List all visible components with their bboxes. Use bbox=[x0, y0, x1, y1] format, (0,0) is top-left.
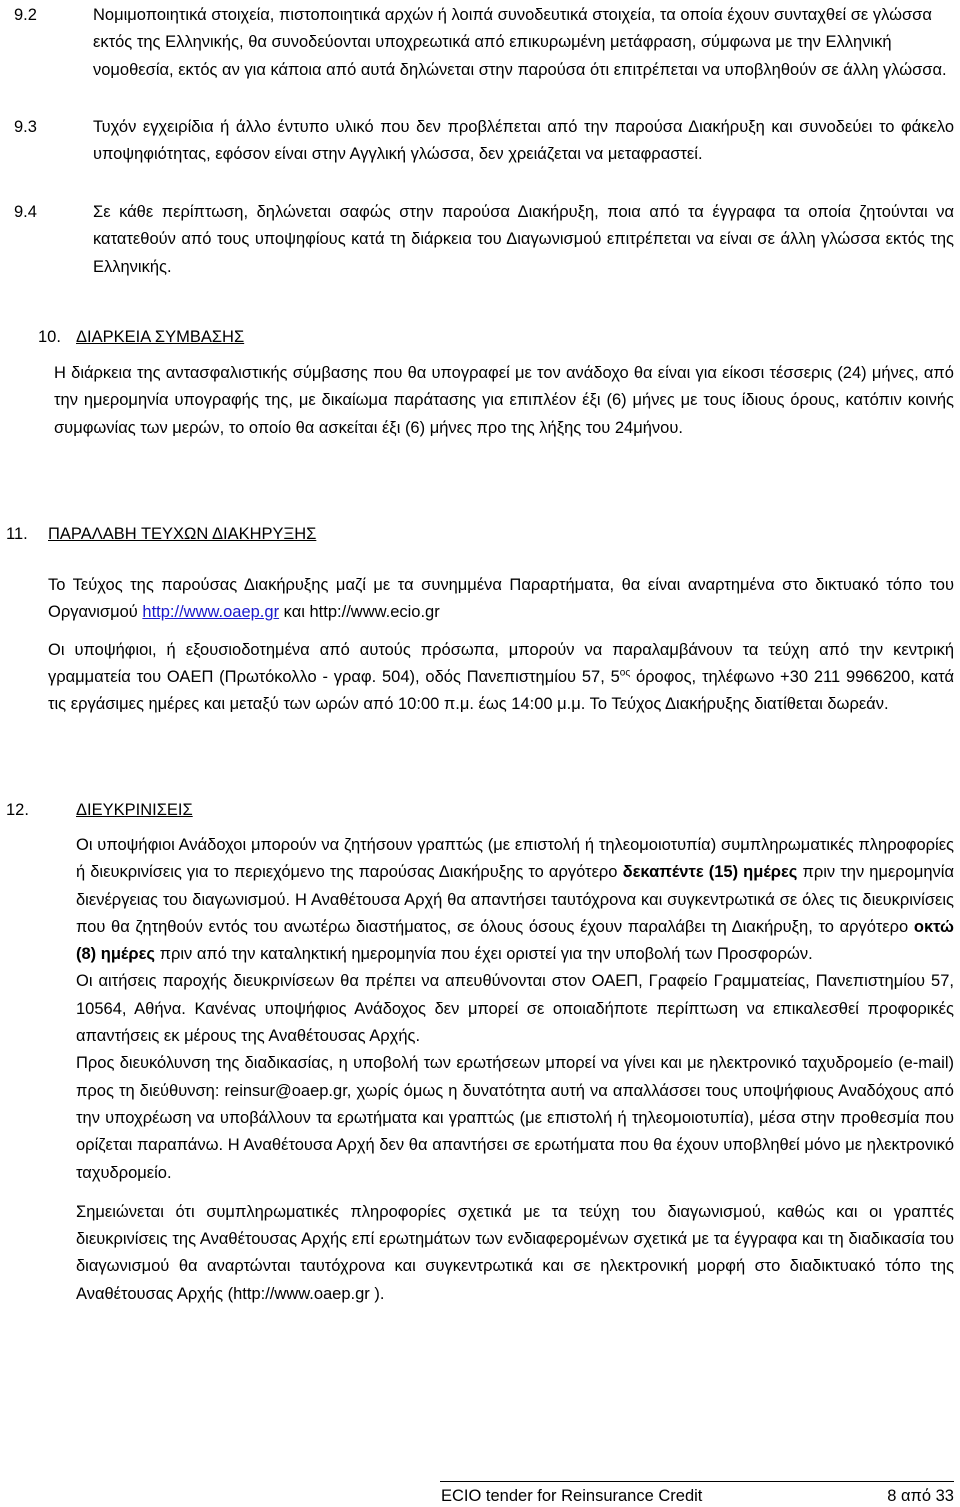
paragraph bbox=[48, 572, 954, 627]
oaep-link[interactable]: http://www.oaep.gr bbox=[142, 603, 280, 622]
paragraph: Οι αιτήσεις παροχής διευκρινίσεων θα πρέπει να απευθύνονται στον ΟΑΕΠ, Γραφείο Γραμματείας, Πανεπιστημίου 57, 10564, Αθήνα. Κανένας υποψήφιος Ανάδοχος δεν μπορεί σε οποιαδήποτε περίπτωση να επικαλεσθεί προφορικές απαντήσεις εκ μέρους της Αναθέτουσας Αρχής. bbox=[76, 972, 954, 1046]
text-run: Οι υποψήφιοι, ή εξουσιοδοτημένα από αυτούς πρόσωπα, μπορούν να παραλαμβάνουν τα τεύχη από την κεντρική γραμματεία του ΟΑΕΠ (Πρωτόκολλο - γραφ. 504), οδός Πανεπιστημίου 57, 5 bbox=[48, 640, 954, 686]
paragraph: Η διάρκεια της αντασφαλιστικής σύμβασης που θα υπογραφεί με τον ανάδοχο θα είναι για είκοσι τέσσερις (24) μήνες, από την ημερομηνία υπογραφής της, με δικαίωμα παράτασης για επιπλέον έξι (6) μήνες με τους ίδιους όρους, κατόπιν κοινής συμφωνίας των μερών, το οποίο θα ασκείται έξι (6) μήνες προ της λήξης του 24μήνου. bbox=[54, 364, 954, 437]
section-number: 12. bbox=[6, 801, 29, 819]
section-11-body bbox=[48, 572, 954, 718]
section-10-body bbox=[54, 360, 954, 442]
section-11-heading bbox=[6, 521, 316, 547]
page-number: 8 από 33 bbox=[887, 1487, 954, 1505]
paragraph bbox=[76, 832, 954, 968]
clause-text: Σε κάθε περίπτωση, δηλώνεται σαφώς στην παρούσα Διακήρυξη, ποια από τα έγγραφα τα οποία ζητούνται να κατατεθούν από τους υποψηφίους κατά τη διάρκεια του Διαγωνισμού επιτρέπεται να είναι σε άλλη γλώσσα εκτός της Ελληνικής. bbox=[93, 203, 954, 276]
superscript: ος bbox=[619, 667, 631, 679]
text-run: Οι υποψήφιοι Ανάδοχοι μπορούν να ζητήσουν γραπτώς (με επιστολή ή τηλεομοιοτυπία) συμπληρωματικές πληροφορίες ή διευκρινίσεις για το περιεχόμενο της παρούσας Διακήρυξης το αργότερο bbox=[76, 836, 954, 882]
section-title: ΔΙΕΥΚΡΙΝΙΣΕΙΣ bbox=[76, 801, 193, 819]
section-title: ΔΙΑΡΚΕΙΑ ΣΥΜΒΑΣΗΣ bbox=[76, 328, 245, 346]
paragraph: Προς διευκόλυνση της διαδικασίας, η υποβολή των ερωτήσεων μπορεί να γίνει και με ηλεκτρονικό ταχυδρομείο (e-mail) προς τη διεύθυνση: reinsur@oaep.gr, χωρίς όμως η δυνατότητα αυτή να απαλλάσσει τους υποψήφιους Αναδόχους από την υποχρέωση να υποβάλλουν τα ερωτήματα και γραπτώς (με επιστολή ή τηλεομοιοτυπία), μέσα στην προθεσμία που ορίζεται παραπάνω. Η Αναθέτουσα Αρχή δεν θα απαντήσει σε ερωτήματα που θα έχουν υποβληθεί μόνο με ηλεκτρονικό ταχυδρομείο. bbox=[76, 1054, 954, 1182]
clause-9-4 bbox=[14, 199, 954, 281]
paragraph: Σημειώνεται ότι συμπληρωματικές πληροφορίες σχετικά με τα τεύχη του διαγωνισμού, καθώς και οι γραπτές διευκρινίσεις της Αναθέτουσας Αρχής επί ερωτημάτων των ενδιαφερομένων σχετικά με τα έγγραφα και τη διαδικασία του διαγωνισμού θα αναρτώνται ταυτόχρονα και συγκεντρωτικά και σε ηλεκτρονική μορφή στο διαδικτυακό τόπο της Αναθέτουσας Αρχής (http://www.oaep.gr ). bbox=[76, 1202, 954, 1303]
clause-text: Τυχόν εγχειρίδια ή άλλο έντυπο υλικό που δεν προβλέπεται από την παρούσα Διακήρυξη και συνοδεύει το φάκελο υποψηφιότητας, εφόσον είναι στην Αγγλική γλώσσα, δεν χρειάζεται να μεταφραστεί. bbox=[93, 118, 954, 164]
clause-number: 9.4 bbox=[14, 203, 37, 221]
bold-deadline: οκτώ (8) ημέρες bbox=[76, 917, 954, 964]
page-footer bbox=[0, 1481, 960, 1507]
text-run: και http://www.ecio.gr bbox=[279, 603, 440, 622]
text-run: όροφος, τηλέφωνο +30 211 9966200, κατά τις εργάσιμες ημέρες και μεταξύ των ωρών από 10:00 π.μ. έως 14:00 μ.μ. Το Τεύχος Διακήρυξης διατίθεται δωρεάν. bbox=[48, 667, 954, 714]
section-12-heading bbox=[6, 797, 193, 823]
section-number: 11. bbox=[6, 525, 28, 543]
section-number: 10. bbox=[38, 328, 61, 346]
clause-9-2 bbox=[14, 2, 954, 84]
clause-text: Νομιμοποιητικά στοιχεία, πιστοποιητικά αρχών ή λοιπά συνοδευτικά στοιχεία, τα οποία έχουν συνταχθεί σε γλώσσα εκτός της Ελληνικής, θα συνοδεύονται υποχρεωτικά από επικυρωμένη μετάφραση, σύμφωνα με την Ελληνική νομοθεσία, εκτός αν για κάποια από αυτά δηλώνεται στην παρούσα ότι επιτρέπεται να υποβληθούν σε άλλη γλώσσα. bbox=[93, 6, 947, 79]
text-run: πριν από την καταληκτική ημερομηνία που έχει οριστεί για την υποβολή των Προσφορών. bbox=[155, 945, 813, 964]
clause-number: 9.3 bbox=[14, 118, 37, 136]
text-run: πριν την ημερομηνία διενέργειας του διαγωνισμού. Η Αναθέτουσα Αρχή θα απαντήσει ταυτόχρονα και συγκεντρωτικά σε όλες τις διευκρινίσεις που θα ζητηθούν εντός του ανωτέρω διαστήματος, σε όλους όσους έχουν παραλάβει τη Διακήρυξη, το αργότερο bbox=[76, 863, 955, 936]
footer-rule bbox=[440, 1481, 954, 1482]
bold-deadline: δεκαπέντε (15) ημέρες bbox=[622, 863, 798, 882]
footer-title: ECIO tender for Reinsurance Credit bbox=[441, 1487, 703, 1505]
clause-number: 9.2 bbox=[14, 6, 37, 24]
clause-9-3 bbox=[14, 114, 954, 169]
text-run: Το Τεύχος της παρούσας Διακήρυξης μαζί με τα συνημμένα Παραρτήματα, θα είναι αναρτημένα στο δικτυακό τόπο του Οργανισμού bbox=[48, 576, 954, 622]
paragraph bbox=[48, 637, 954, 719]
section-10-heading bbox=[38, 324, 244, 350]
section-12-body bbox=[76, 832, 954, 1308]
section-title: ΠΑΡΑΛΑΒΗ ΤΕΥΧΩΝ ΔΙΑΚΗΡΥΞΗΣ bbox=[48, 525, 317, 543]
